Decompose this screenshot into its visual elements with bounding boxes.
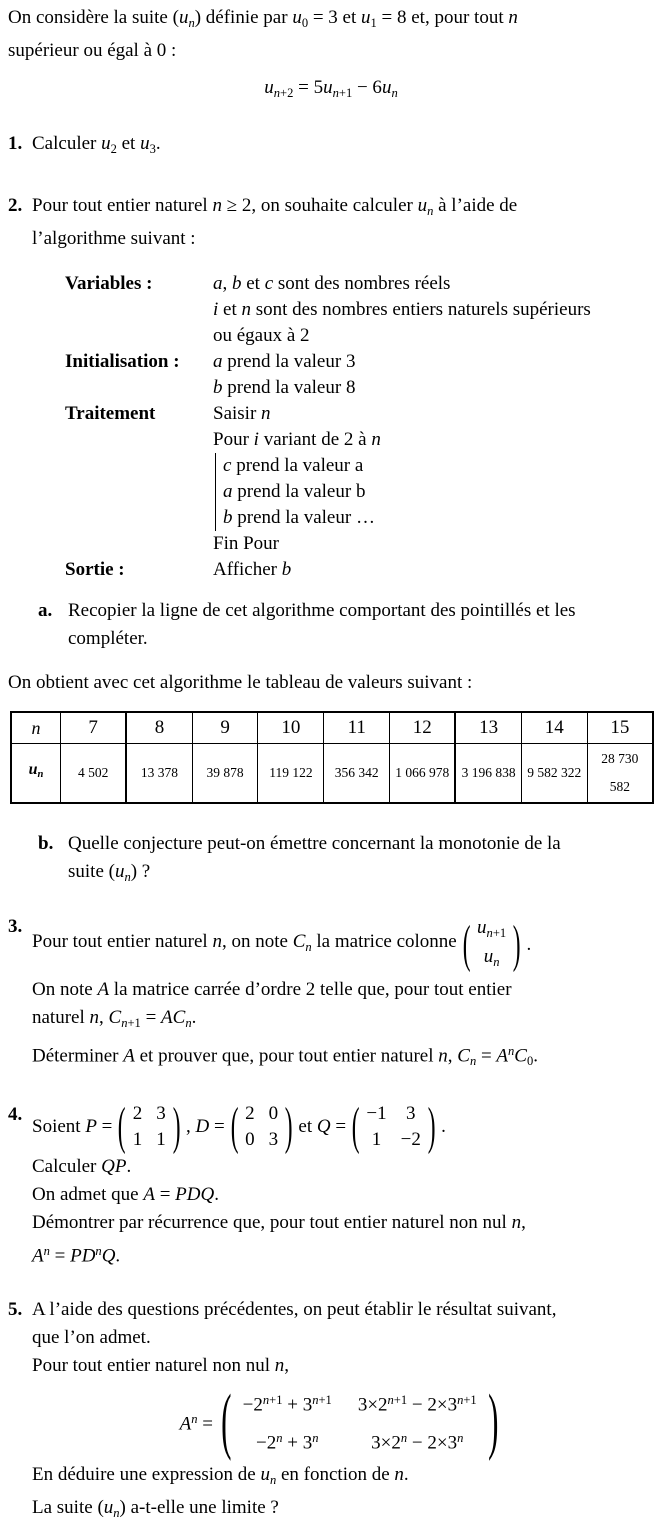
right-paren: ) (172, 1098, 181, 1156)
table-cell: 11 (324, 712, 390, 744)
question-2a (38, 597, 654, 653)
left-paren: ( (230, 1098, 239, 1156)
matrix-An-cells (239, 1384, 481, 1459)
algorithm-line: a, b et c sont des nombres réels (213, 273, 451, 294)
table-intro: On obtient avec cet algorithme le tableau de valeurs suivant : (8, 672, 473, 693)
algorithm-traitement-content (213, 401, 654, 557)
table-cell: 7 (61, 712, 127, 744)
question-4-sep2: et Q = (298, 1116, 347, 1138)
right-paren: ) (512, 915, 521, 973)
matrix-cell: 2 (245, 1103, 255, 1125)
algorithm-line: Pour i variant de 2 à n (213, 429, 381, 450)
table-cell: 119 122 (258, 744, 324, 804)
question-4 (8, 1098, 654, 1270)
question-3-body (32, 913, 654, 1075)
table-cell: 28 730 582 (587, 744, 653, 804)
matrix-cell: $-2^n + 3^n$ (256, 1430, 319, 1453)
question-2-number: 2. (8, 195, 23, 217)
matrix-An (214, 1380, 505, 1463)
table-cell: 14 (521, 712, 587, 744)
matrix-cell: 0 (268, 1103, 279, 1125)
algorithm-line: c prend la valeur a (223, 455, 364, 476)
left-paren: ( (221, 1380, 232, 1463)
question-1-text: Calculer $u_2$ et $u_3$. (32, 132, 161, 156)
question-5-para3: La suite (un) a-t-elle une limite ? (32, 1496, 279, 1520)
right-paren: ) (284, 1098, 293, 1156)
matrix-Cn-cells (475, 913, 508, 977)
matrix-P (113, 1098, 185, 1156)
algorithm-line: Saisir n (213, 403, 271, 424)
question-3-lead: Pour tout entier naturel n, on note Cn la matrice colonne (32, 931, 457, 954)
right-paren: ) (487, 1380, 499, 1463)
table-cell: 13 (455, 712, 521, 744)
values-table (10, 711, 654, 804)
question-4-line3: On admet que A = PDQ. (32, 1184, 219, 1206)
algorithm-line: i et n sont des nombres entiers naturels supérieurs (213, 299, 591, 320)
algorithm-line: ou égaux à 2 (213, 325, 310, 346)
matrix-cell: 1 (156, 1129, 166, 1151)
question-4-sep1: , D = (186, 1116, 225, 1138)
algorithm-variables-content (213, 271, 654, 349)
question-3-period: . (526, 933, 532, 955)
matrix-cell: $3\times 2^{n+1} - 2\times 3^{n+1}$ (357, 1393, 477, 1416)
algorithm-sortie-label: Sortie : (65, 559, 125, 580)
question-5-number: 5. (8, 1299, 23, 1321)
matrix-Q (347, 1098, 440, 1156)
question-1 (8, 130, 654, 163)
question-2a-text: Recopier la ligne de cet algorithme comportant des pointillés et les compléter. (68, 600, 576, 649)
question-4-end: . (441, 1116, 446, 1138)
matrix-cell: −1 (366, 1103, 387, 1125)
algorithm-line: a prend la valeur 3 (213, 351, 356, 372)
matrix-cell: 1 (132, 1129, 143, 1151)
question-3-para2: On note A la matrice carrée d’ordre 2 telle que, pour tout entier naturel n, $Cn_{+1}$ = ACn. (32, 979, 512, 1030)
matrix-cell: un (483, 945, 500, 969)
table-cell: 9 (192, 712, 258, 744)
question-1-number: 1. (8, 132, 23, 154)
table-cell: 12 (390, 712, 456, 744)
question-5-para1: A l’aide des questions précédentes, on peut établir le résultat suivant, que l’on admet. Pour tout entier naturel non nul n, (32, 1299, 557, 1377)
matrix-cell: 3 (405, 1103, 416, 1125)
table-row-n (11, 712, 653, 744)
table-cell: 8 (126, 712, 192, 744)
question-2-text: Pour tout entier naturel n ≥ 2, on souhaite calculer un à l’aide de l’algorithme suivant : (32, 195, 518, 249)
matrix-D (226, 1098, 298, 1156)
table-header-n: n (11, 712, 61, 744)
left-paren: ( (351, 1098, 360, 1156)
table-cell: 13 378 (126, 744, 192, 804)
matrix-Q-cells (364, 1101, 422, 1153)
intro-paragraph: On considère la suite (un) définie par $u_0 = 3$ et $u_1 = 8$ et, pour tout n supérieur ou égal à 0 : (8, 7, 518, 61)
algorithm-traitement-row (65, 401, 654, 557)
table-cell: 4 502 (61, 744, 127, 804)
question-4-line4: Démontrer par récurrence que, pour tout entier naturel non nul n, $A^n = PD^nQ$. (32, 1212, 526, 1267)
question-5 (8, 1296, 654, 1526)
question-2b (38, 830, 654, 891)
algorithm-initialisation-label: Initialisation : (65, 351, 180, 372)
question-4-matrices-line (32, 1098, 654, 1156)
question-2a-label: a. (38, 600, 53, 621)
algorithm-initialisation-row (65, 349, 654, 401)
question-2b-text: Quelle conjecture peut-on émettre concernant la monotonie de la suite (un) ? (68, 833, 561, 884)
matrix-cell: −2 (400, 1129, 421, 1151)
question-4-number: 4. (8, 1104, 23, 1126)
table-cell: 15 (587, 712, 653, 744)
table-cell: 10 (258, 712, 324, 744)
algorithm-variables-label: Variables : (65, 273, 153, 294)
algorithm-sortie-content (213, 557, 654, 583)
question-5-para2: En déduire une expression de un en fonction de n. (32, 1463, 409, 1487)
question-3-para3: Déterminer A et prouver que, pour tout entier naturel n, $Cn = A^nC_0$. (32, 1044, 538, 1069)
question-3 (8, 913, 654, 1075)
matrix-cell: $-2^{n+1} + 3^{n+1}$ (242, 1393, 332, 1416)
matrix-cell: 3 (156, 1103, 166, 1125)
right-paren: ) (427, 1098, 436, 1156)
matrix-Cn (458, 913, 526, 977)
algorithm-variables-row (65, 271, 654, 349)
matrix-cell: $3\times 2^n - 2\times 3^n$ (371, 1430, 464, 1453)
recurrence-formula: $un_{+2} = 5un_{+1} - 6un$ (264, 76, 398, 100)
matrix-cell: 3 (268, 1129, 279, 1151)
algorithm-line: Fin Pour (213, 533, 279, 554)
table-cell: 9 582 322 (521, 744, 587, 804)
question-4-lead: Soient P = (32, 1116, 113, 1138)
algorithm-line: b prend la valeur 8 (213, 377, 356, 398)
table-row-un (11, 744, 653, 804)
question-4-body (32, 1098, 654, 1270)
question-2b-label: b. (38, 833, 54, 854)
matrix-cell: $un_{+1}$ (477, 916, 507, 940)
left-paren: ( (118, 1098, 126, 1156)
matrix-cell: 2 (132, 1103, 143, 1125)
algorithm-traitement-label: Traitement (65, 403, 156, 424)
An-formula (32, 1380, 654, 1463)
algorithm-loop-body (215, 453, 654, 531)
algorithm-line: b prend la valeur … (223, 507, 375, 528)
table-cell: 3 196 838 (455, 744, 521, 804)
table-cell: 1 066 978 (390, 744, 456, 804)
matrix-P-cells (131, 1101, 168, 1153)
algorithm-sortie-row (65, 557, 654, 583)
matrix-cell: 1 (371, 1129, 382, 1151)
table-cell: 39 878 (192, 744, 258, 804)
question-4-line2: Calculer QP. (32, 1156, 132, 1178)
algorithm-block (65, 271, 654, 583)
question-3-lead-line (32, 913, 654, 977)
matrix-cell: 0 (245, 1129, 255, 1151)
table-cell: 356 342 (324, 744, 390, 804)
question-3-number: 3. (8, 915, 23, 937)
table-header-un: un (11, 744, 61, 804)
matrix-D-cells (243, 1101, 280, 1153)
algorithm-line: Afficher b (213, 559, 292, 580)
question-2 (8, 192, 654, 253)
left-paren: ( (462, 915, 471, 973)
question-5-body (32, 1296, 654, 1526)
algorithm-line: a prend la valeur b (223, 481, 366, 502)
algorithm-initialisation-content (213, 349, 654, 401)
An-formula-label: $A^n$ = (179, 1411, 213, 1435)
